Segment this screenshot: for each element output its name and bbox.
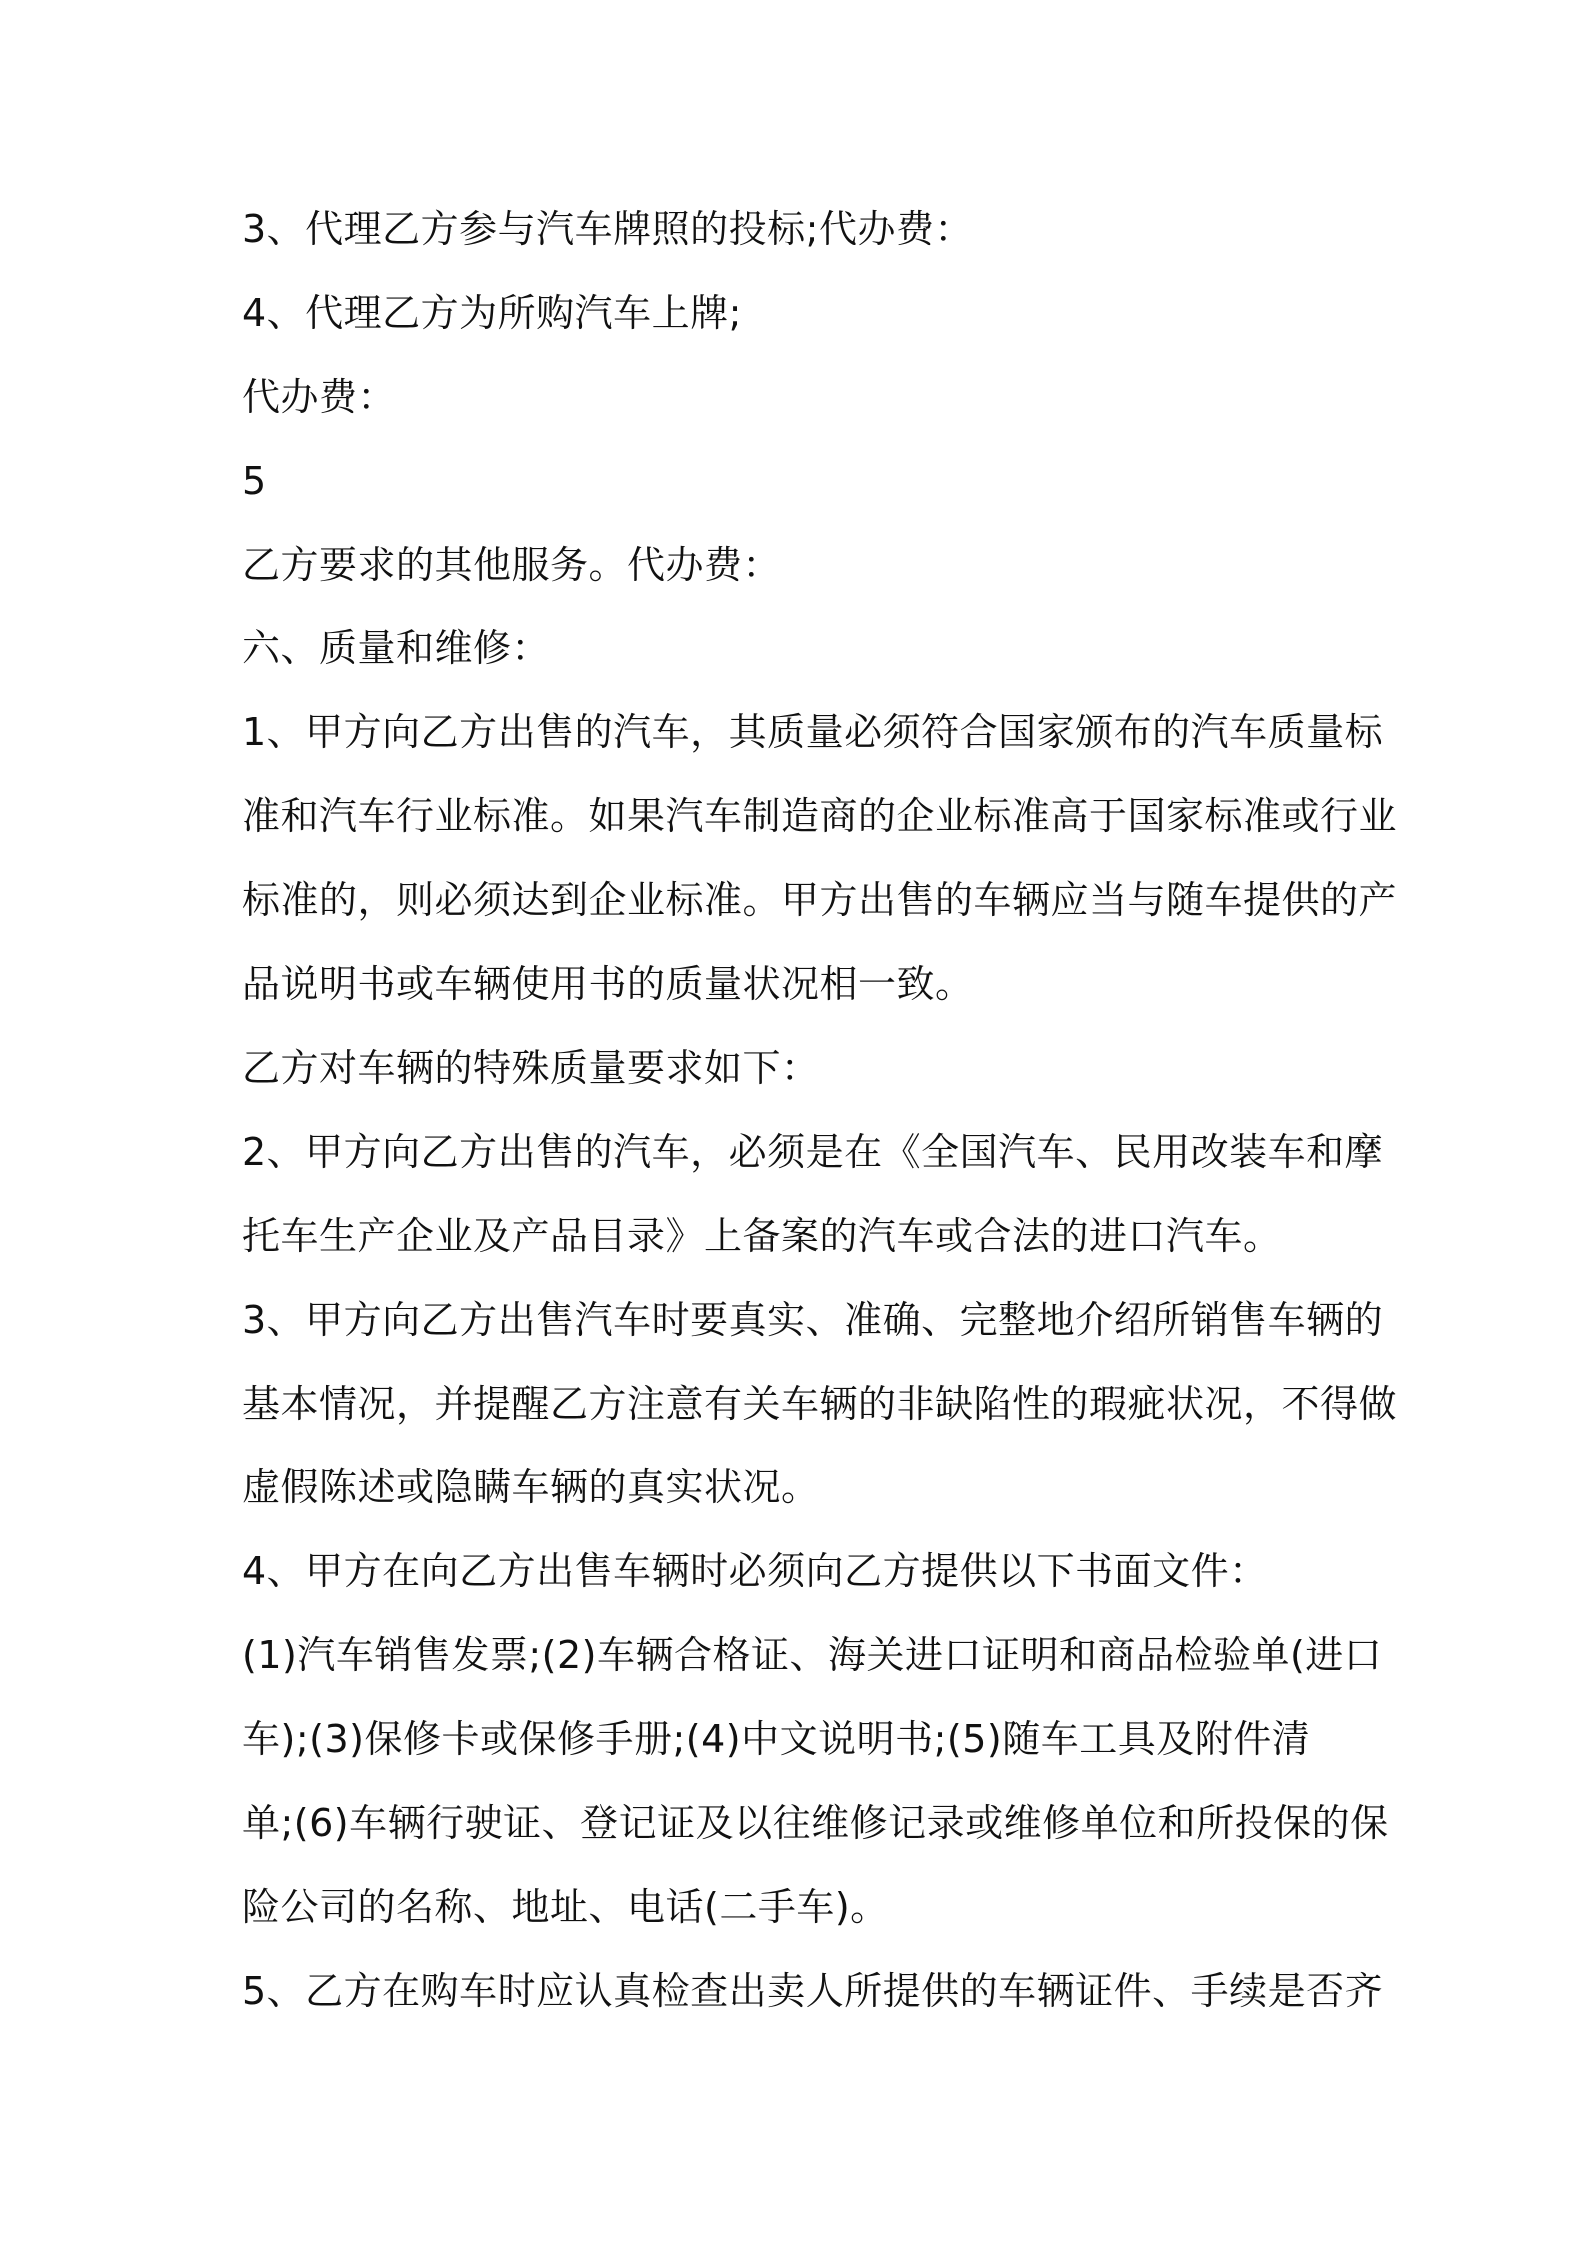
text-line-6: 六、质量和维修： — [242, 626, 551, 670]
text-line-2: 4、代理乙方为所购汽车上牌; — [242, 291, 742, 335]
text-line-22: 5、乙方在购车时应认真检查出卖人所提供的车辆证件、手续是否齐 — [242, 1969, 1384, 2013]
text-line-21: 险公司的名称、地址、电话(二手车)。 — [242, 1885, 889, 1929]
text-line-20: 单;(6)车辆行驶证、登记证及以往维修记录或维修单位和所投保的保 — [242, 1801, 1389, 1845]
text-line-10: 品说明书或车辆使用书的质量状况相一致。 — [242, 962, 974, 1006]
text-line-17: 4、甲方在向乙方出售车辆时必须向乙方提供以下书面文件： — [242, 1549, 1268, 1593]
text-line-1: 3、代理乙方参与汽车牌照的投标;代办费： — [242, 207, 973, 251]
text-line-11: 乙方对车辆的特殊质量要求如下： — [242, 1046, 820, 1090]
text-line-12: 2、甲方向乙方出售的汽车，必须是在《全国汽车、民用改装车和摩 — [242, 1130, 1384, 1174]
text-line-13: 托车生产企业及产品目录》上备案的汽车或合法的进口汽车。 — [242, 1214, 1282, 1258]
text-line-4: 5 — [242, 459, 267, 503]
text-line-9: 标准的，则必须达到企业标准。甲方出售的车辆应当与随车提供的产 — [242, 878, 1398, 922]
text-line-3: 代办费： — [242, 375, 397, 419]
text-line-16: 虚假陈述或隐瞒车辆的真实状况。 — [242, 1465, 820, 1509]
text-line-18: (1)汽车销售发票;(2)车辆合格证、海关进口证明和商品检验单(进口 — [242, 1633, 1383, 1677]
text-line-5: 乙方要求的其他服务。代办费： — [242, 543, 782, 587]
text-line-8: 准和汽车行业标准。如果汽车制造商的企业标准高于国家标准或行业 — [242, 794, 1398, 838]
text-line-14: 3、甲方向乙方出售汽车时要真实、准确、完整地介绍所销售车辆的 — [242, 1298, 1384, 1342]
text-line-15: 基本情况，并提醒乙方注意有关车辆的非缺陷性的瑕疵状况，不得做 — [242, 1382, 1398, 1426]
text-line-7: 1、甲方向乙方出售的汽车，其质量必须符合国家颁布的汽车质量标 — [242, 710, 1384, 754]
text-line-19: 车);(3)保修卡或保修手册;(4)中文说明书;(5)随车工具及附件清 — [242, 1717, 1311, 1761]
